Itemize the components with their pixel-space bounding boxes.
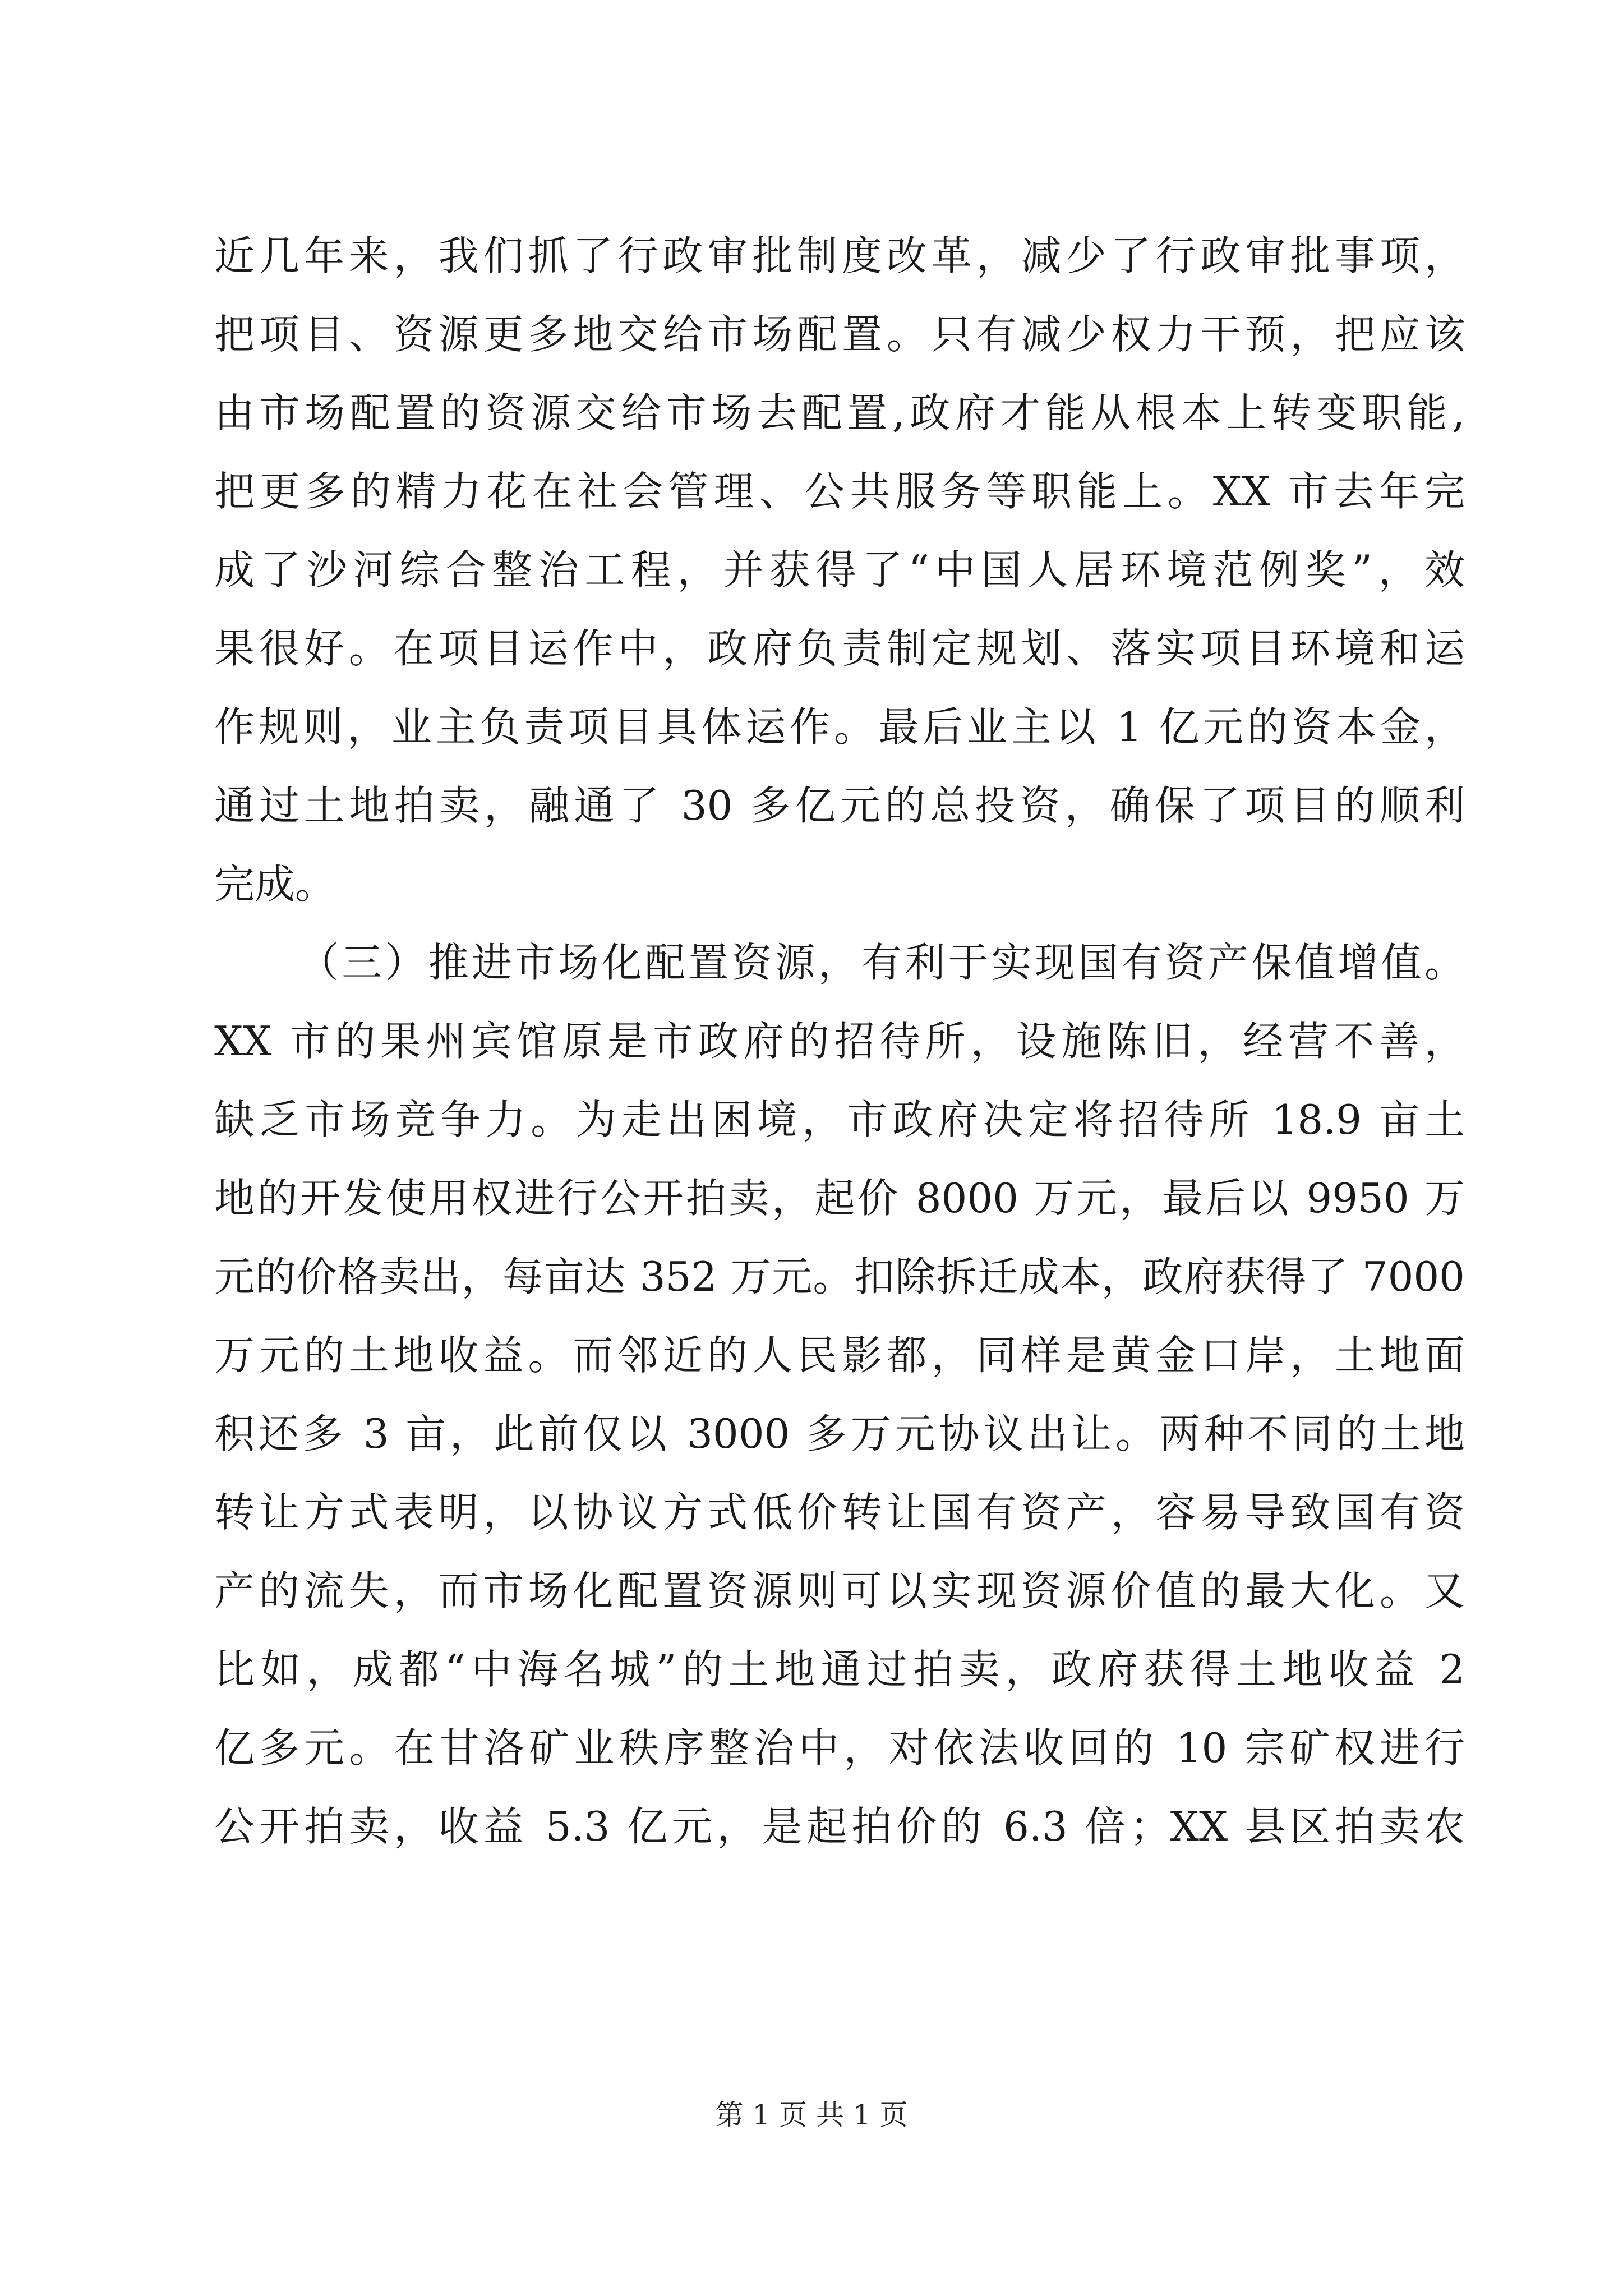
text-line: 元的价格卖出，每亩达 352 万元。扣除拆迁成本，政府获得了 7000: [214, 1253, 1465, 1300]
text-line: 通过土地拍卖，融通了 30 多亿元的总投资，确保了项目的顺利: [214, 782, 1465, 829]
text-line: 成了沙河综合整治工程，并获得了“中国人居环境范例奖”，效: [214, 546, 1465, 593]
text-line: 公开拍卖，收益 5.3 亿元，是起拍价的 6.3 倍；XX 县区拍卖农: [214, 1803, 1465, 1850]
document-body: [214, 217, 1465, 1866]
text-line: 地的开发使用权进行公开拍卖，起价 8000 万元，最后以 9950 万: [214, 1175, 1465, 1222]
text-line: 果很好。在项目运作中，政府负责制定规划、落实项目环境和运: [214, 625, 1465, 672]
text-line: 近几年来，我们抓了行政审批制度改革，减少了行政审批事项，: [214, 232, 1465, 279]
text-line: 万元的土地收益。而邻近的人民影都，同样是黄金口岸，土地面: [214, 1332, 1465, 1379]
text-line: 缺乏市场竞争力。为走出困境，市政府决定将招待所 18.9 亩土: [214, 1096, 1465, 1143]
text-line: 把更多的精力花在社会管理、公共服务等职能上。XX 市去年完: [214, 468, 1465, 515]
text-line: 作规则，业主负责项目具体运作。最后业主以 1 亿元的资本金，: [214, 703, 1465, 751]
text-line: 亿多元。在甘洛矿业秩序整治中，对依法收回的 10 宗矿权进行: [214, 1724, 1465, 1772]
text-line: 完成。: [214, 861, 336, 908]
section-heading-line: （三）推进市场化配置资源，有利于实现国有资产保值增值。: [298, 939, 1465, 986]
text-line: 转让方式表明，以协议方式低价转让国有资产，容易导致国有资: [214, 1489, 1465, 1536]
text-line: 积还多 3 亩，此前仅以 3000 多万元协议出让。两种不同的土地: [214, 1410, 1465, 1457]
page-footer: 第 1 页 共 1 页: [715, 2099, 908, 2131]
text-line: 由市场配置的资源交给市场去配置,政府才能从根本上转变职能,: [214, 389, 1465, 436]
text-line: XX 市的果州宾馆原是市政府的招待所，设施陈旧，经营不善，: [214, 1018, 1465, 1065]
text-line: 比如，成都“中海名城”的土地通过拍卖，政府获得土地收益 2: [214, 1646, 1465, 1693]
text-line: 产的流失，而市场化配置资源则可以实现资源价值的最大化。又: [214, 1567, 1465, 1614]
text-line: 把项目、资源更多地交给市场配置。只有减少权力干预，把应该: [214, 311, 1465, 358]
